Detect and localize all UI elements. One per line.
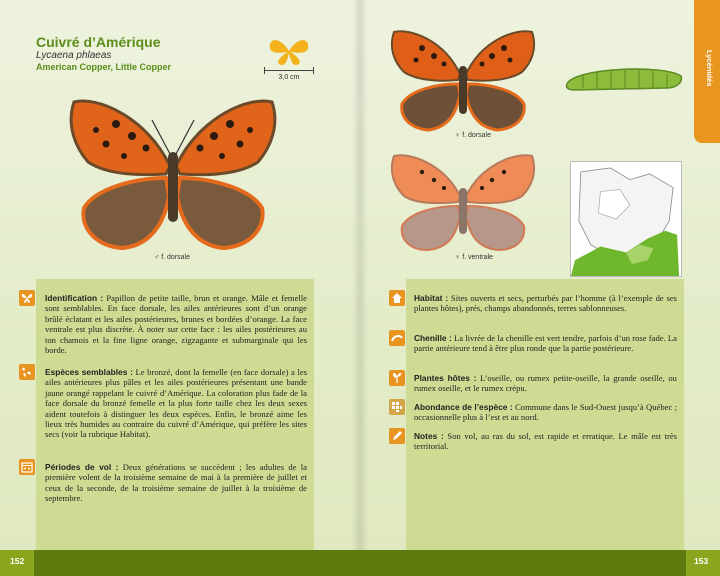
notes-icon — [389, 428, 405, 444]
habitat-icon — [389, 290, 405, 306]
similar-species-entry — [45, 367, 307, 440]
notes-heading: Notes : — [414, 431, 444, 441]
abundance-heading: Abondance de l’espèce : — [414, 402, 513, 412]
butterfly-icon — [19, 290, 35, 306]
female-ventral-caption: ♀ f. ventrale — [455, 254, 493, 261]
wingspan-label: 3,0 cm — [278, 74, 300, 81]
host-plants-text: L’oseille, ou rumex petite-oseille, la grande oseille, ou rumex oseille, et le rumex crépu. — [414, 373, 677, 394]
male-dorsal-caption: ♂ f. dorsale — [154, 254, 190, 261]
abundance-icon — [389, 399, 405, 415]
habitat-text: Sites ouverts et secs, perturbés par l’homme (à l’exemple de ses plantes hôtes), prés, champs abandonnés, terres sablonneuses. — [414, 293, 678, 314]
latin-name: Lycaena phlaeas — [36, 50, 112, 61]
caterpillar-icon — [389, 330, 405, 346]
habitat-heading: Habitat : — [414, 293, 449, 303]
right-page-number: 153 — [694, 556, 709, 566]
notes-entry — [414, 431, 677, 452]
identification-entry — [45, 293, 307, 355]
flight-period-entry — [45, 462, 307, 504]
flight-period-icon — [19, 459, 35, 475]
female-dorsal-butterfly-image — [388, 28, 538, 132]
habitat-entry — [414, 293, 677, 314]
caterpillar-text: La livrée de la chenille est vert tendre, parfois d’un rose fade. La partie antérieure tend à être plus ronde que la partie postérieure. — [414, 333, 677, 354]
identification-text: Papillon de petite taille, brun et orange. Mâle et femelle sont semblables. En face dorsale, les ailes antérieures sont d’un orange brûlé éclatant et les ailes postérieures, brunes et bordées d’orange. La face ventrale est plus discrète. À noter sur cette face : les ailes postérieures au ton chamois et la fine ligne orange, zigzagante et submarginale qui les borde. — [45, 293, 307, 356]
caterpillar-image — [563, 60, 685, 94]
wingspan-scale — [264, 70, 314, 71]
female-ventral-butterfly-image — [388, 152, 538, 252]
flight-period-text: Deux générations se succèdent ; les adultes de la première volent de la troisième semaine de mai à la première de juillet et ceux de la seconde, de la troisième semaine de juillet à la troisième de septembre. — [45, 462, 307, 504]
flight-period-heading: Périodes de vol : — [45, 462, 119, 472]
host-plants-entry — [414, 373, 677, 394]
male-butterfly-image — [66, 96, 280, 252]
host-plants-heading: Plantes hôtes : — [414, 373, 477, 383]
book-gutter — [352, 0, 368, 576]
size-butterfly-icon — [266, 34, 312, 68]
distribution-map — [570, 161, 682, 277]
abundance-text: Commune dans le Sud-Ouest jusqu’à Québec ; occasionnelle plus à l’est et au nord. — [414, 402, 678, 423]
identification-heading: Identification : — [45, 293, 104, 303]
similar-species-text: Le bronzé, dont la femelle (en face dorsale) a les ailes antérieures plus pâles et les ailes postérieures présentant une bande jaune orangé rappelant le cuivré d’Amérique. La coloration plus fade de la face dorsale du bronzé femelle et la plus forte taille chez les deux sexes aident toutefois à distinguer les deux espèces. Enfin, le bronzé aime les lieux très humides au contraire du cuivré d’Amérique, qui préfère les sites secs (voir la rubrique Habitat). — [45, 367, 307, 440]
female-dorsal-caption: ♀ f. dorsale — [455, 132, 491, 139]
notes-text: Son vol, au ras du sol, est rapide et erratique. Le mâle est très territorial. — [414, 431, 678, 452]
family-side-tab-label: Lycénidés — [705, 50, 714, 87]
similar-species-icon — [19, 364, 35, 380]
page-footer-bar — [0, 550, 720, 576]
host-plant-icon — [389, 370, 405, 386]
abundance-entry — [414, 402, 677, 423]
species-title: Cuivré d’Amérique — [36, 34, 161, 50]
english-name: American Copper, Little Copper — [36, 62, 172, 72]
left-page-number: 152 — [10, 556, 25, 566]
caterpillar-entry — [414, 333, 677, 354]
caterpillar-heading: Chenille : — [414, 333, 452, 343]
similar-species-heading: Espèces semblables : — [45, 367, 133, 377]
